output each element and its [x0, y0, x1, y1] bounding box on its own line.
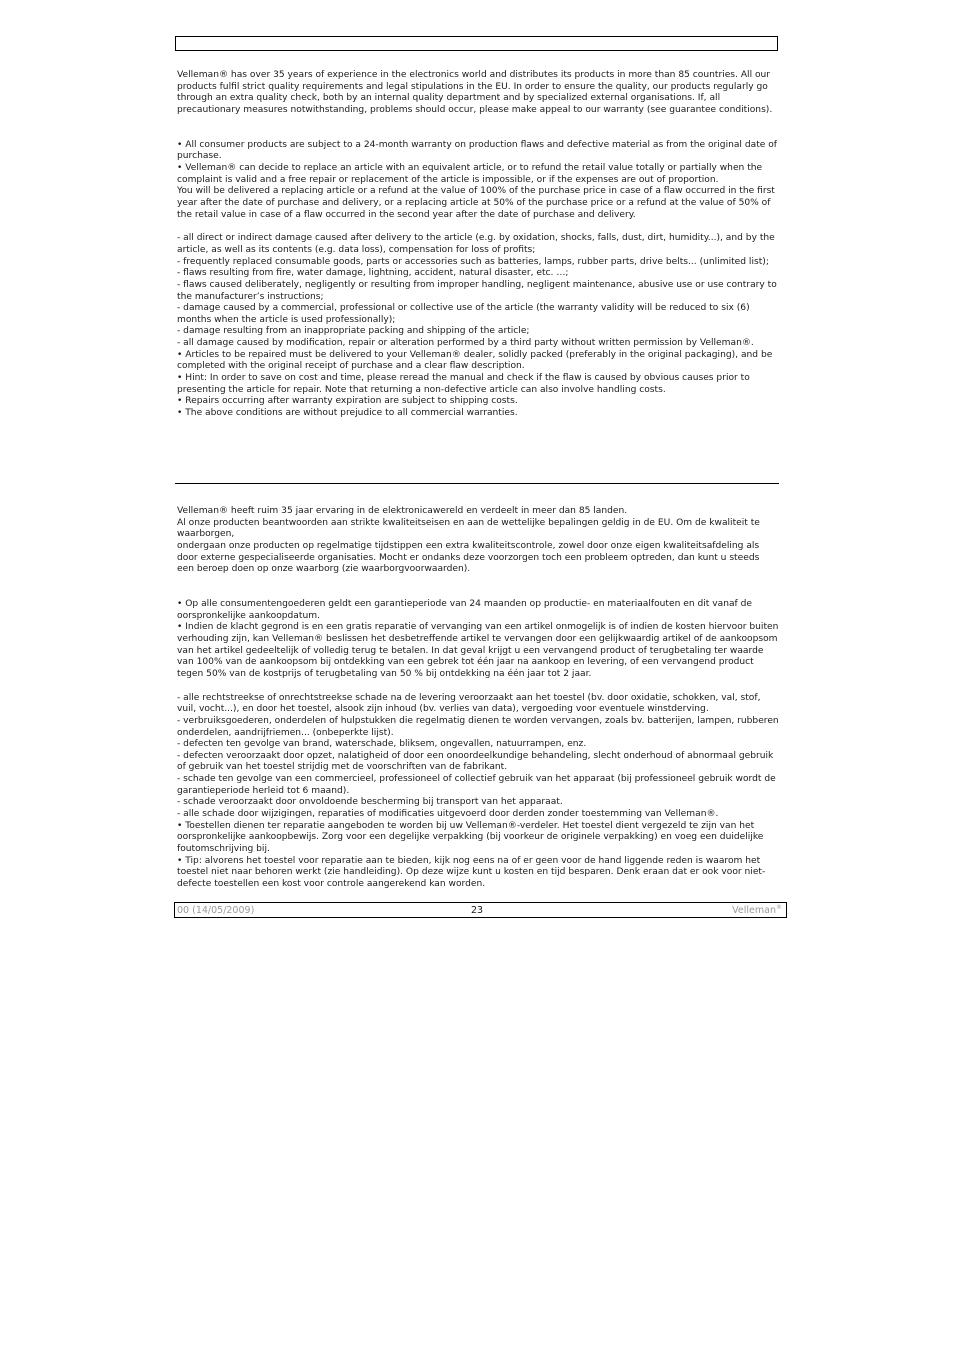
english-exclusion-2: - frequently replaced consumable goods, parts or accessories such as batteries, lamps, rubber parts, drive belts... (unlimited list); [177, 256, 769, 267]
footer-brand-name: Velleman [732, 905, 776, 917]
dutch-exclusion-5: - schade ten gevolge van een commercieel, professioneel of collectief gebruik van het apparaat (bij professioneel gebruik wordt de garantieperiode herleid tot 6 maand). [177, 774, 776, 796]
english-exclusion-9: • Hint: In order to save on cost and time, please reread the manual and check if the flaw is caused by obvious causes prior to presenting the article for repair. Note that returning a non-defective article can also involve handling costs. [177, 373, 750, 395]
footer-version: 00 (14/05/2009) [177, 905, 255, 916]
english-exclusion-5: - damage caused by a commercial, professional or collective use of the article (the warranty validity will be reduced to six (6) months when the article is used professionally); [177, 303, 750, 325]
english-exclusion-6: - damage resulting from an inappropriate packing and shipping of the article; [177, 326, 530, 337]
dutch-warranty-1: • Op alle consumentengoederen geldt een garantieperiode van 24 maanden op productie- en materiaalfouten en dit vanaf de oorspronkelijke aankoopdatum. [177, 598, 752, 621]
english-intro: Velleman® has over 35 years of experience in the electronics world and distributes its products in more than 85 countries. All our products fulfil strict quality requirements and legal stipulations in the EU. In order to ensure the quality, our products regularly go through an extra quality check, both by an internal quality department and by specialized external organisations. If, all precautionary measures notwithstanding, problems should occur, please make appeal to our warranty (see guarantee conditions). [177, 70, 773, 115]
dutch-exclusion-1: - alle rechtstreekse of onrechtstreekse schade na de levering veroorzaakt aan het toestel (bv. door oxidatie, schokken, val, stof, vuil, vocht...), en door het toestel, alsook zijn inhoud (bv. verlies van data), vergoeding voor eventuele winstderving. [177, 692, 761, 715]
english-warranty-3: You will be delivered a replacing article or a refund at the value of 100% of the purchase price in case of a flaw occurred in the first year after the date of purchase and delivery, or a replacing article at 50% of the purchase price or a refund at the value of 50% of the retail value in case of a flaw occurred in the second year after the date of purchase and delivery. [177, 186, 775, 220]
header-box [175, 36, 778, 51]
english-exclusion-7: - all damage caused by modification, repair or alteration performed by a third party without written permission by Velleman®. [177, 338, 754, 349]
english-warranty-1: • All consumer products are subject to a 24-month warranty on production flaws and defective material as from the original date of purchase. [177, 139, 778, 162]
footer-brand [732, 904, 782, 916]
dutch-exclusion-3: - defecten ten gevolge van brand, waterschade, bliksem, ongevallen, natuurrampen, enz. [177, 739, 587, 750]
english-exclusion-4: - flaws caused deliberately, negligently or resulting from improper handling, negligent maintenance, abusive use or use contrary to the manufacturer’s instructions; [177, 279, 777, 302]
english-exclusion-10: • Repairs occurring after warranty expiration are subject to shipping costs. [177, 396, 518, 407]
english-exclusion-1: - all direct or indirect damage caused after delivery to the article (e.g. by oxidation, shocks, falls, dust, dirt, humidity...), and by the article, as well as its contents (e.g. data loss), compensation for loss of profits; [177, 233, 775, 255]
section-divider [175, 483, 779, 484]
dutch-intro-2: Al onze producten beantwoorden aan strikte kwaliteitseisen en aan de wettelijke bepalingen geldig in de EU. Om de kwaliteit te waarborgen, [177, 517, 760, 540]
dutch-warranty-2: • Indien de klacht gegrond is en een gratis reparatie of vervanging van een artikel onmogelijk is of indien de kosten hiervoor buiten verhouding zijn, kan Velleman® beslissen het desbetreffende artikel te vervangen door een gelijkwaardig artikel of de aankoopsom van het artikel gedeeltelijk of volledig terug te betalen. In dat geval krijgt u een vervangend product of terugbetaling ter waarde van 100% van de aankoopsom bij ontdekking van een gebrek tot één jaar na aankoop en levering, of een vervangend product tegen 50% van de kostprijs of terugbetaling van 50 % bij ontdekking na één jaar tot 2 jaar. [177, 622, 779, 679]
dutch-exclusion-4: - defecten veroorzaakt door opzet, nalatigheid of door een onoordeelkundige behandeling, slecht onderhoud of abnormaal gebruik of gebruik van het toestel strijdig met de voorschriften van de fabrikant. [177, 750, 774, 773]
english-section [177, 70, 779, 420]
dutch-exclusion-9: • Tip: alvorens het toestel voor reparatie aan te bieden, kijk nog eens na of er geen voor de hand liggende reden is waarom het toestel niet naar behoren werkt (zie handleiding). Op deze wijze kunt u kosten en tijd besparen. Denk eraan dat er ook voor niet-defecte toestellen een kost voor controle aangerekend kan worden. [177, 855, 766, 890]
dutch-intro-3: ondergaan onze producten op regelmatige tijdstippen een extra kwaliteitscontrole, zowel door onze eigen kwaliteitsafdeling als door externe gespecialiseerde organisaties. Mocht er ondanks deze voorzorgen toch een probleem optreden, dan kunt u steeds een beroep doen op onze waarborg (zie waarborgvoorwaarden). [177, 540, 760, 575]
english-exclusion-8: • Articles to be repaired must be delivered to your Velleman® dealer, solidly packed (preferably in the original packaging), and be completed with the original receipt of purchase and a clear flaw description. [177, 349, 773, 372]
dutch-exclusion-7: - alle schade door wijzigingen, reparaties of modificaties uitgevoerd door derden zonder toestemming van Velleman®. [177, 809, 719, 820]
dutch-intro-1: Velleman® heeft ruim 35 jaar ervaring in de elektronicawereld en verdeelt in meer dan 85 landen. [177, 506, 628, 516]
english-exclusion-3: - flaws resulting from fire, water damage, lightning, accident, natural disaster, etc. …; [177, 268, 569, 279]
footer-page-number: 23 [471, 905, 484, 916]
dutch-section [177, 506, 779, 891]
page-footer [174, 902, 787, 918]
dutch-exclusion-6: - schade veroorzaakt door onvoldoende bescherming bij transport van het apparaat. [177, 797, 563, 808]
footer-brand-mark: ® [776, 904, 782, 911]
dutch-exclusion-8: • Toestellen dienen ter reparatie aangeboden te worden bij uw Velleman®-verdeler. Het toestel dient vergezeld te zijn van het oorspronkelijke aankoopbewijs. Zorg voor een degelijke verpakking (bij voorkeur de originele verpakking) en voeg een duidelijke foutomschrijving bij. [177, 820, 764, 855]
english-warranty-2: • Velleman® can decide to replace an article with an equivalent article, or to refund the retail value totally or partially when the complaint is valid and a free repair or replacement of the article is impossible, or if the expenses are out of proportion. [177, 162, 763, 185]
english-exclusion-11: • The above conditions are without prejudice to all commercial warranties. [177, 408, 518, 419]
dutch-exclusion-2: - verbruiksgoederen, onderdelen of hulpstukken die regelmatig dienen te worden vervangen, zoals bv. batterijen, lampen, rubberen onderdelen, aandrijfriemen... (onbeperkte lijst). [177, 715, 779, 738]
